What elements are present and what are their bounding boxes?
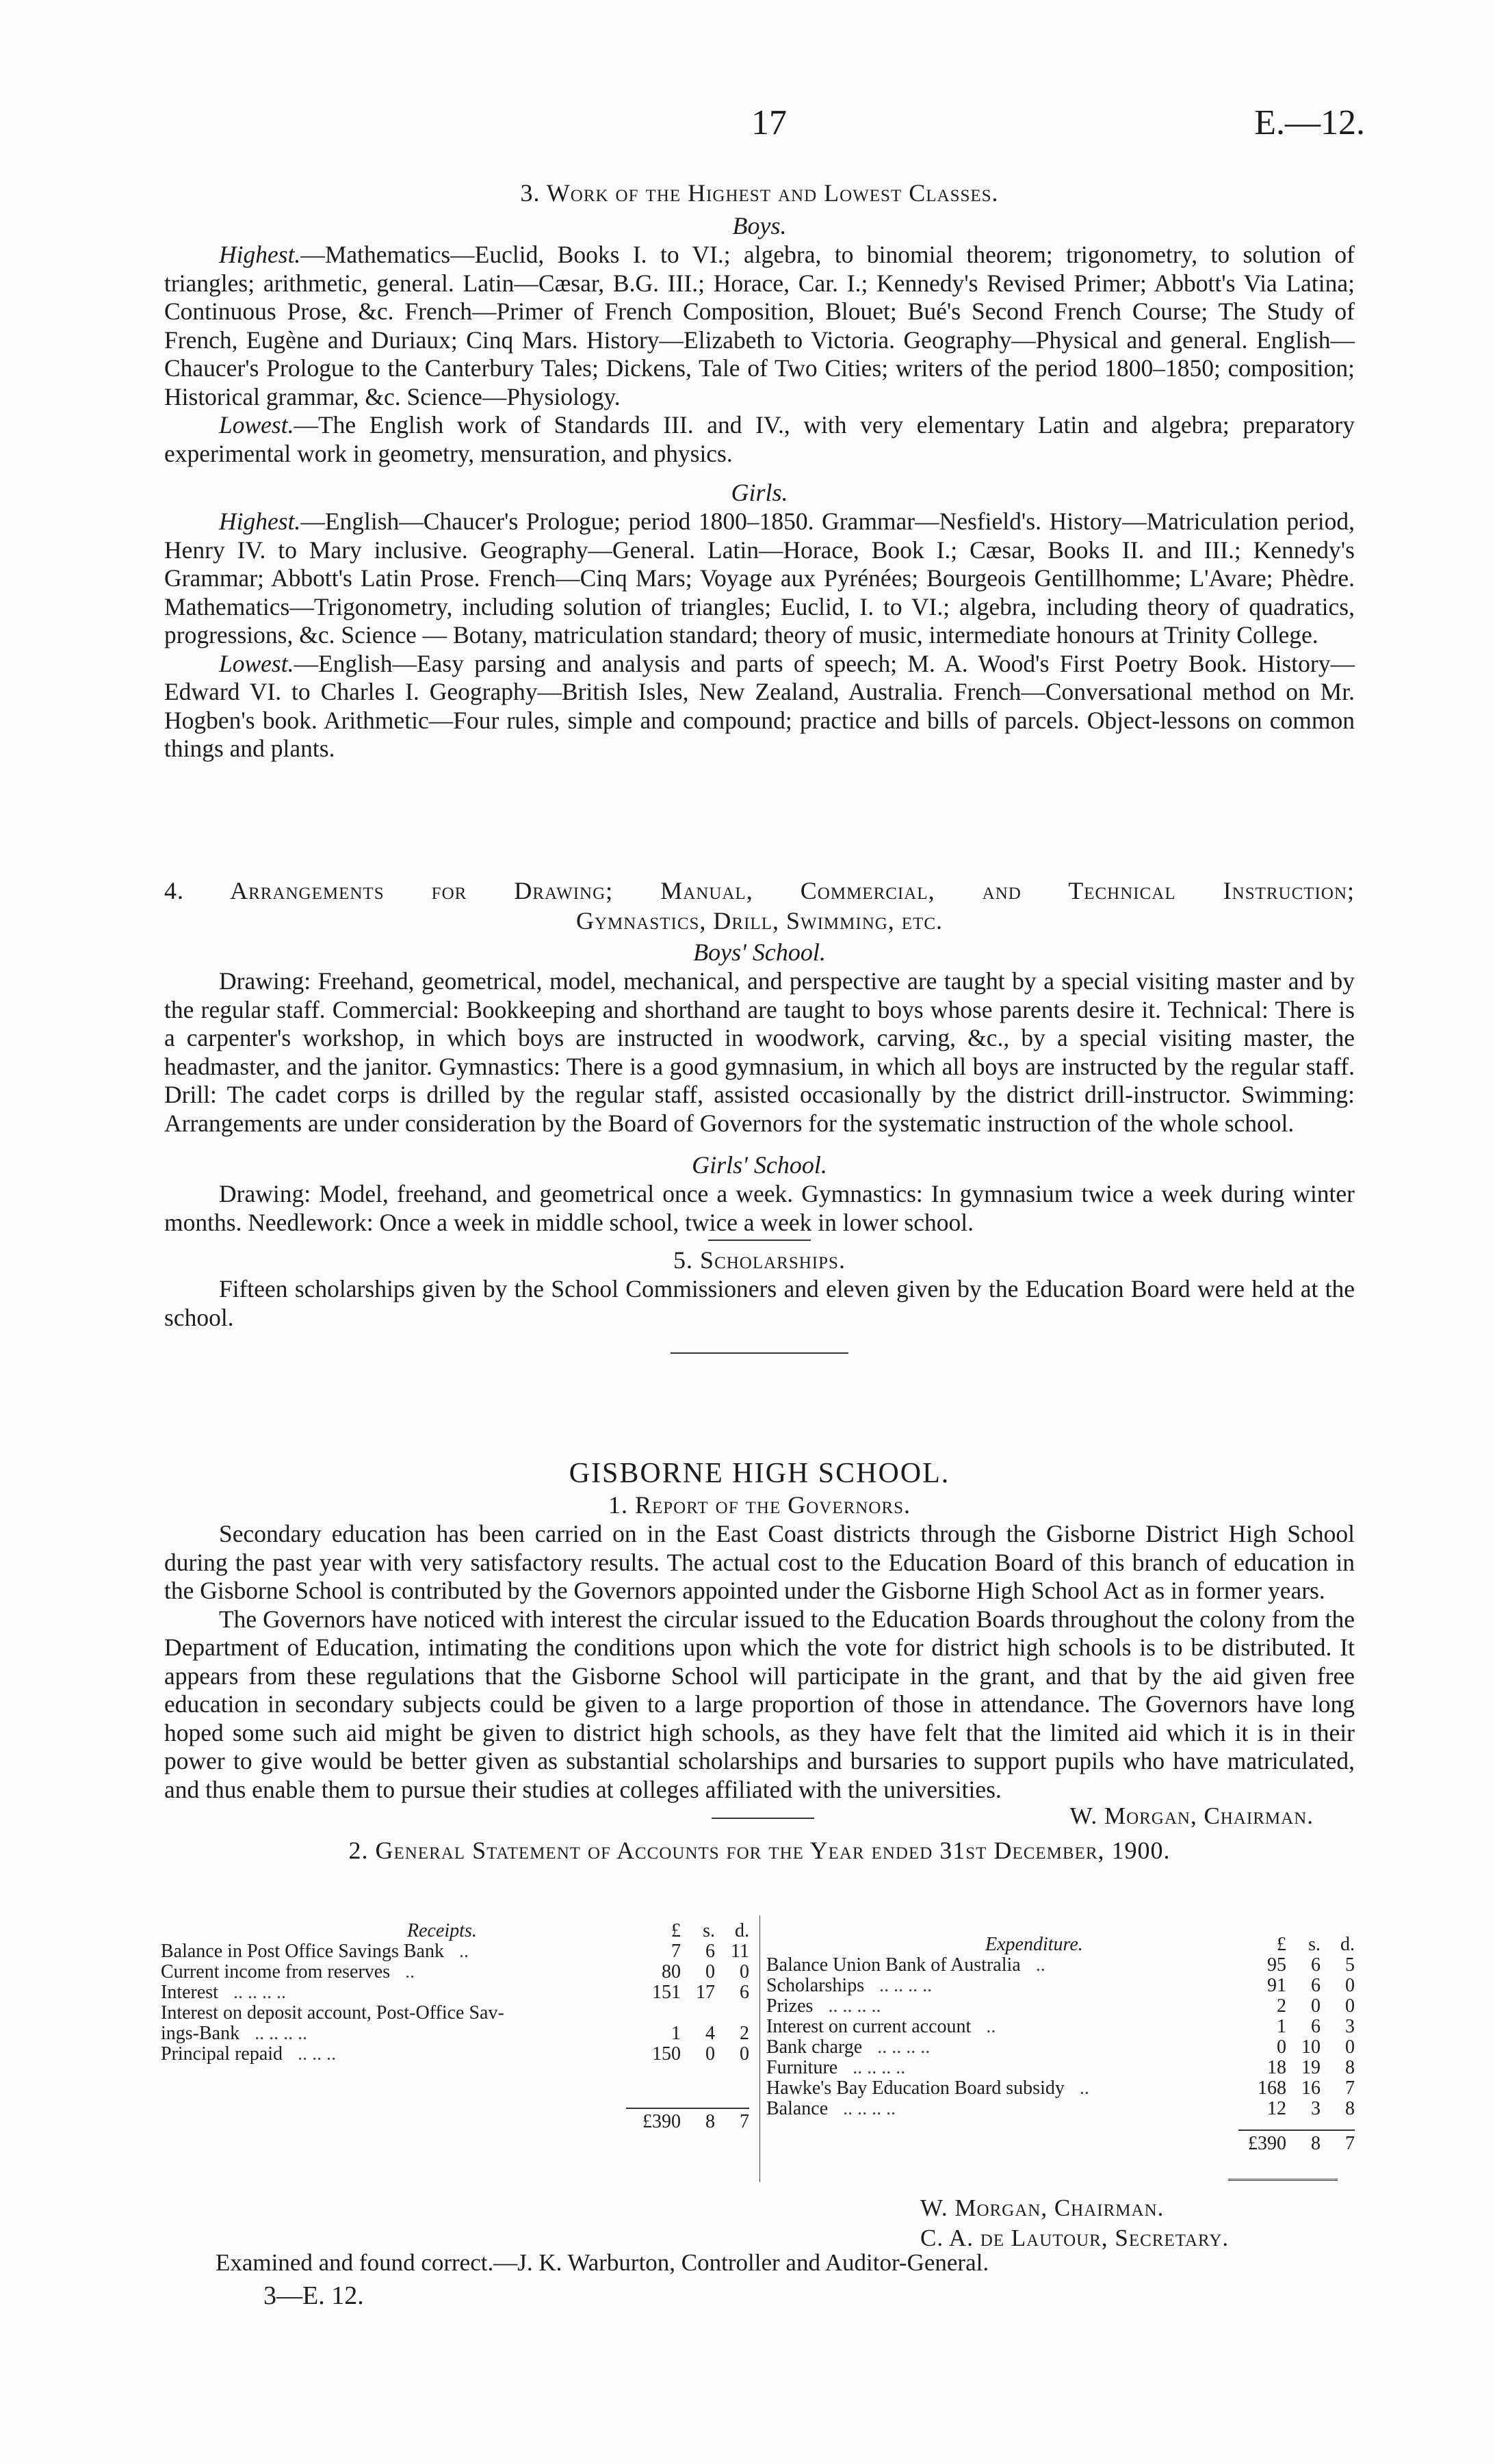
receipts-header-row: [161, 1921, 749, 1941]
pounds-header: £: [1277, 1934, 1286, 1955]
receipts-total-pence: 7: [715, 2108, 749, 2132]
boys-school-paragraph: Drawing: Freehand, geometrical, model, mechanical, and perspective are taught by a special visiting master and by the regular staff. Commercial: Bookkeeping and shorthand are taught to boys whose parents desire it. Technical: There is a carpenter's workshop, in which boys are instructed in woodwork, carving, &c., by a special visiting master, the headmaster, and the janitor. Gymnastics: There is a good gymnasium, in which all boys are instructed by the regular staff. Drill: The cadet corps is drilled by the regular staff, assisted occasionally by the district drill-instructor. Swimming: Arrangements are under consideration by the Board of Governors for the systematic instruction of the whole school.: [164, 967, 1355, 1137]
page-number: 17: [751, 103, 787, 142]
receipts-leader-dots: .. .. ..: [298, 2043, 337, 2065]
expenditure-label-text: Hawke's Bay Education Board subsidy: [766, 2078, 1065, 2099]
receipts-body: [161, 1941, 749, 2065]
pence-header: d.: [1340, 1934, 1355, 1955]
report-subtitle: 1. Report of the Governors.: [608, 1491, 911, 1519]
expenditure-row: [766, 2078, 1355, 2099]
expenditure-total-shillings: 8: [1286, 2130, 1321, 2154]
receipts-shillings: 6: [705, 1941, 715, 1962]
receipts-label: [161, 2044, 626, 2065]
girls-highest-paragraph: [164, 508, 1355, 650]
expenditure-row: [766, 2099, 1355, 2119]
expenditure-label-text: Bank charge: [766, 2036, 863, 2058]
expenditure-leader-dots: .. .. .. ..: [877, 2036, 931, 2058]
receipts-label-text: Interest on deposit account, Post-Office Sav-: [161, 2002, 504, 2023]
total-double-rule: [1228, 2179, 1338, 2181]
expenditure-pounds: 0: [1277, 2036, 1286, 2058]
receipts-label-text: Interest: [161, 1982, 218, 2003]
receipts-label-text: Current income from reserves: [161, 1961, 391, 1982]
boys-highest-paragraph: [164, 241, 1355, 411]
expenditure-pounds: 1: [1277, 2016, 1286, 2037]
receipts-leader-dots: ..: [405, 1961, 415, 1982]
expenditure-heading: Expenditure.: [985, 1934, 1083, 1955]
girls-lowest-paragraph: [164, 650, 1355, 763]
spacer-row: [766, 2119, 1355, 2130]
section-work-of-classes: [164, 178, 1355, 763]
expenditure-pence: 3: [1345, 2016, 1355, 2037]
expenditure-header-row: [766, 1935, 1355, 1955]
receipts-row: [161, 2003, 749, 2023]
expenditure-pence: 8: [1345, 2098, 1355, 2119]
section-4-title-line1: 4. Arrangements for Drawing; Manual, Commercial, and Technical Instruction;: [164, 877, 1355, 904]
lowest-label: Lowest.: [219, 411, 294, 438]
expenditure-pence: 0: [1345, 1975, 1355, 1996]
receipts-label-text: Principal repaid: [161, 2043, 283, 2065]
receipts-heading: Receipts.: [407, 1920, 477, 1941]
expenditure-label: [766, 2099, 1238, 2119]
receipts-leader-dots: ..: [458, 1941, 469, 1962]
spacer-row: [161, 2065, 749, 2108]
expenditure-pounds: 91: [1267, 1975, 1286, 1996]
section-5-title: 5. Scholarships.: [673, 1246, 846, 1274]
expenditure-total-row: [766, 2130, 1355, 2154]
receipts-pence: 6: [740, 1982, 749, 2003]
chairman-signature: W. Morgan, Chairman.: [1069, 1803, 1314, 1829]
examined-statement: Examined and found correct.—J. K. Warburton, Controller and Auditor-General.: [216, 2249, 989, 2276]
expenditure-label-text: Balance Union Bank of Australia: [766, 1954, 1021, 1976]
expenditure-label-text: Balance: [766, 2098, 829, 2119]
footer-secretary: C. A. de Lautour, Secretary.: [920, 2225, 1230, 2251]
expenditure-table: [766, 1935, 1355, 2154]
expenditure-row: [766, 1955, 1355, 1976]
divider: [708, 1240, 811, 1241]
receipts-row: [161, 2044, 749, 2065]
pounds-header: £: [671, 1920, 681, 1941]
expenditure-shillings: 6: [1311, 2016, 1321, 2037]
receipts-pence: [715, 2003, 749, 2023]
gisborne-title: GISBORNE HIGH SCHOOL.: [569, 1458, 950, 1489]
lowest-label: Lowest.: [219, 649, 294, 677]
receipts-total-pounds: £390: [626, 2108, 681, 2132]
receipts-shillings: 4: [705, 2023, 715, 2044]
boys-lowest-text: —The English work of Standards III. and IV., with very elementary Latin and algebra; preparatory experimental work in geometry, mensuration, and physics.: [164, 411, 1355, 467]
expenditure-shillings: 6: [1311, 1954, 1321, 1976]
expenditure-leader-dots: .. .. .. ..: [879, 1975, 933, 1996]
expenditure-shillings: 19: [1301, 2057, 1321, 2078]
expenditure-leader-dots: ..: [986, 2016, 996, 2037]
document-reference: E.—12.: [1254, 103, 1365, 142]
section-arrangements: [164, 876, 1355, 1354]
expenditure-label-text: Interest on current account: [766, 2016, 972, 2037]
highest-label: Highest.: [219, 508, 301, 535]
expenditure-label: [766, 1955, 1238, 1976]
expenditure-leader-dots: .. .. .. ..: [828, 1995, 881, 2017]
receipts-pence: 2: [740, 2023, 749, 2044]
receipts-label-text: ings-Bank: [161, 2023, 240, 2044]
column-divider: [759, 1915, 760, 2182]
receipts-label: [161, 1982, 626, 2003]
expenditure-shillings: 3: [1311, 2098, 1321, 2119]
receipts-pounds: [626, 2003, 681, 2023]
receipts-row: [161, 2023, 749, 2044]
expenditure-label-text: Furniture: [766, 2057, 838, 2078]
receipts-pence: 0: [740, 2043, 749, 2065]
expenditure-total-pence: 7: [1321, 2130, 1355, 2154]
expenditure-pence: 0: [1345, 1995, 1355, 2017]
expenditure-leader-dots: .. .. .. ..: [853, 2057, 906, 2078]
expenditure-pence: 8: [1345, 2057, 1355, 2078]
receipts-leader-dots: .. .. .. ..: [233, 1982, 286, 2003]
receipts-pounds: 1: [671, 2023, 681, 2044]
girls-heading: Girls.: [731, 479, 788, 506]
expenditure-label: [766, 2078, 1238, 2099]
receipts-label: [161, 1941, 626, 1962]
receipts-leader-dots: .. .. .. ..: [255, 2023, 308, 2044]
receipts-label: [161, 1962, 626, 1982]
expenditure-leader-dots: .. .. .. ..: [843, 2098, 896, 2119]
receipts-shillings: 0: [705, 2043, 715, 2065]
expenditure-row: [766, 1996, 1355, 2017]
scholarships-paragraph: Fifteen scholarships given by the School Commissioners and eleven given by the Education Board were held at the school.: [164, 1275, 1355, 1331]
expenditure-pence: 7: [1345, 2078, 1355, 2099]
expenditure-label: [766, 2017, 1238, 2037]
expenditure-body: [766, 1955, 1355, 2119]
receipts-pence: 11: [731, 1941, 749, 1962]
boys-lowest-paragraph: [164, 411, 1355, 468]
expenditure-pence: 0: [1345, 2036, 1355, 2058]
statement-title-text: 2. General Statement of Accounts for the Year ended 31st December, 1900.: [348, 1837, 1171, 1864]
expenditure-row: [766, 2037, 1355, 2058]
section-4-title-line2: Gymnastics, Drill, Swimming, etc.: [575, 907, 944, 934]
receipts-total-shillings: 8: [681, 2108, 715, 2132]
expenditure-shillings: 16: [1301, 2078, 1321, 2099]
expenditure-pounds: 95: [1267, 1954, 1286, 1976]
receipts-total-row: [161, 2108, 749, 2132]
receipts-row: [161, 1941, 749, 1962]
report-paragraph-2: The Governors have noticed with interest the circular issued to the Education Boards throughout the colony from the Department of Education, intimating the conditions upon which the vote for district high schools is to be distributed. It appears from these regulations that the Gisborne School will participate in the grant, and that by the aid given free education in secondary subjects could be given to a large proportion of those in attendance. The Governors have long hoped some such aid might be given to district high schools, as they have felt that the limited aid which it is in their power to give would be better given as substantial scholarships and bursaries to support pupils who have matriculated, and thus enable them to pursue their studies at colleges affiliated with the universities.: [164, 1605, 1355, 1803]
expenditure-label-text: Scholarships: [766, 1975, 865, 1996]
footer-chairman: W. Morgan, Chairman.: [920, 2194, 1165, 2221]
expenditure-pounds: 168: [1258, 2078, 1286, 2099]
receipts-row: [161, 1982, 749, 2003]
expenditure-leader-dots: ..: [1079, 2078, 1089, 2099]
boys-heading: Boys.: [732, 212, 787, 239]
section-3-title: 3. Work of the Highest and Lowest Classes.: [520, 179, 999, 207]
girls-school-heading: Girls' School.: [692, 1151, 827, 1179]
receipts-shillings: [681, 2003, 715, 2023]
boys-highest-text: —Mathematics—Euclid, Books I. to VI.; algebra, to binomial theorem; trigonometry, to solution of triangles; arithmetic, general. Latin—Cæsar, B.G. III.; Horace, Car. I.; Kennedy's Revised Primer; Abbott's Via Latina; Continuous Prose, &c. French—Primer of French Composition, Blouet; Bué's Second French Course; The Study of French, Eugène and Duriaux; Cinq Mars. History—Elizabeth to Victoria. Geography—Physical and general. English—Chaucer's Prologue to the Canterbury Tales; Dickens, Tale of Two Cities; writers of the period 1800–1850; composition; Historical grammar, &c. Science—Physiology.: [164, 241, 1355, 410]
girls-lowest-text: —English—Easy parsing and analysis and parts of speech; M. A. Wood's First Poetry Book. History—Edward VI. to Charles I. Geography—British Isles, New Zealand, Australia. French—Conversational method on Mr. Hogben's book. Arithmetic—Four rules, simple and compound; practice and bills of parcels. Object-lessons on common things and plants.: [164, 649, 1355, 762]
receipts-pounds: 151: [652, 1982, 681, 2003]
receipts-pounds: 7: [671, 1941, 681, 1962]
receipts-pounds: 80: [662, 1961, 681, 1982]
receipts-pence: 0: [740, 1961, 749, 1982]
girls-highest-text: —English—Chaucer's Prologue; period 1800–1850. Grammar—Nesfield's. History—Matriculation period, Henry IV. to Mary inclusive. Geography—General. Latin—Horace, Book I.; Cæsar, Books II. and III.; Kennedy's Grammar; Abbott's Latin Prose. French—Cinq Mars; Voyage aux Pyrénées; Bourgeois Gentillhomme; L'Avare; Phèdre. Mathematics—Trigonometry, including solution of triangles; Euclid, I. to VI.; algebra, including theory of quadratics, progressions, &c. Science — Botany, matriculation standard; theory of music, intermediate honours at Trinity College.: [164, 508, 1355, 648]
signature-row: [164, 1804, 1355, 1831]
highest-label: Highest.: [219, 241, 301, 268]
expenditure-shillings: 6: [1311, 1975, 1321, 1996]
receipts-label-text: Balance in Post Office Savings Bank: [161, 1941, 444, 1962]
shillings-header: s.: [1308, 1934, 1321, 1955]
expenditure-row: [766, 1976, 1355, 1996]
shillings-header: s.: [703, 1920, 715, 1941]
expenditure-row: [766, 2058, 1355, 2078]
statement-title: [164, 1834, 1355, 1867]
expenditure-shillings: 0: [1311, 1995, 1321, 2017]
expenditure-label: [766, 1996, 1238, 2017]
receipts-table: [161, 1921, 749, 2132]
expenditure-pounds: 18: [1267, 2057, 1286, 2078]
pence-header: d.: [735, 1920, 749, 1941]
expenditure-row: [766, 2017, 1355, 2037]
gisborne-section: [164, 1457, 1355, 1867]
expenditure-total-pounds: £390: [1238, 2130, 1286, 2154]
expenditure-label-text: Prizes: [766, 1995, 814, 2017]
receipts-label: [161, 2023, 626, 2044]
accounts-statement: [161, 1915, 1358, 2182]
expenditure-pounds: 2: [1277, 1995, 1286, 2017]
expenditure-pence: 5: [1345, 1954, 1355, 1976]
expenditure-leader-dots: ..: [1035, 1954, 1045, 1976]
section-divider: [671, 1352, 848, 1354]
sheet-signature: 3—E. 12.: [263, 2281, 364, 2310]
receipts-pounds: 150: [652, 2043, 681, 2065]
expenditure-label: [766, 2037, 1238, 2058]
boys-school-heading: Boys' School.: [693, 939, 826, 966]
report-paragraph-1: Secondary education has been carried on in the East Coast districts through the Gisborne District High School during the past year with very satisfactory results. The actual cost to the Education Board of this branch of education in the Gisborne School is contributed by the Governors appointed under the Gisborne High School Act as in former years.: [164, 1520, 1355, 1604]
receipts-shillings: 0: [705, 1961, 715, 1982]
expenditure-label: [766, 2058, 1238, 2078]
divider: [712, 1818, 814, 1819]
expenditure-pounds: 12: [1267, 2098, 1286, 2119]
expenditure-label: [766, 1976, 1238, 1996]
receipts-row: [161, 1962, 749, 1982]
expenditure-shillings: 10: [1301, 2036, 1321, 2058]
receipts-shillings: 17: [696, 1982, 715, 2003]
receipts-label: [161, 2003, 626, 2023]
girls-school-paragraph: Drawing: Model, freehand, and geometrical once a week. Gymnastics: In gymnasium twice a week during winter months. Needlework: Once a week in middle school, twice a week in lower school.: [164, 1180, 1355, 1236]
